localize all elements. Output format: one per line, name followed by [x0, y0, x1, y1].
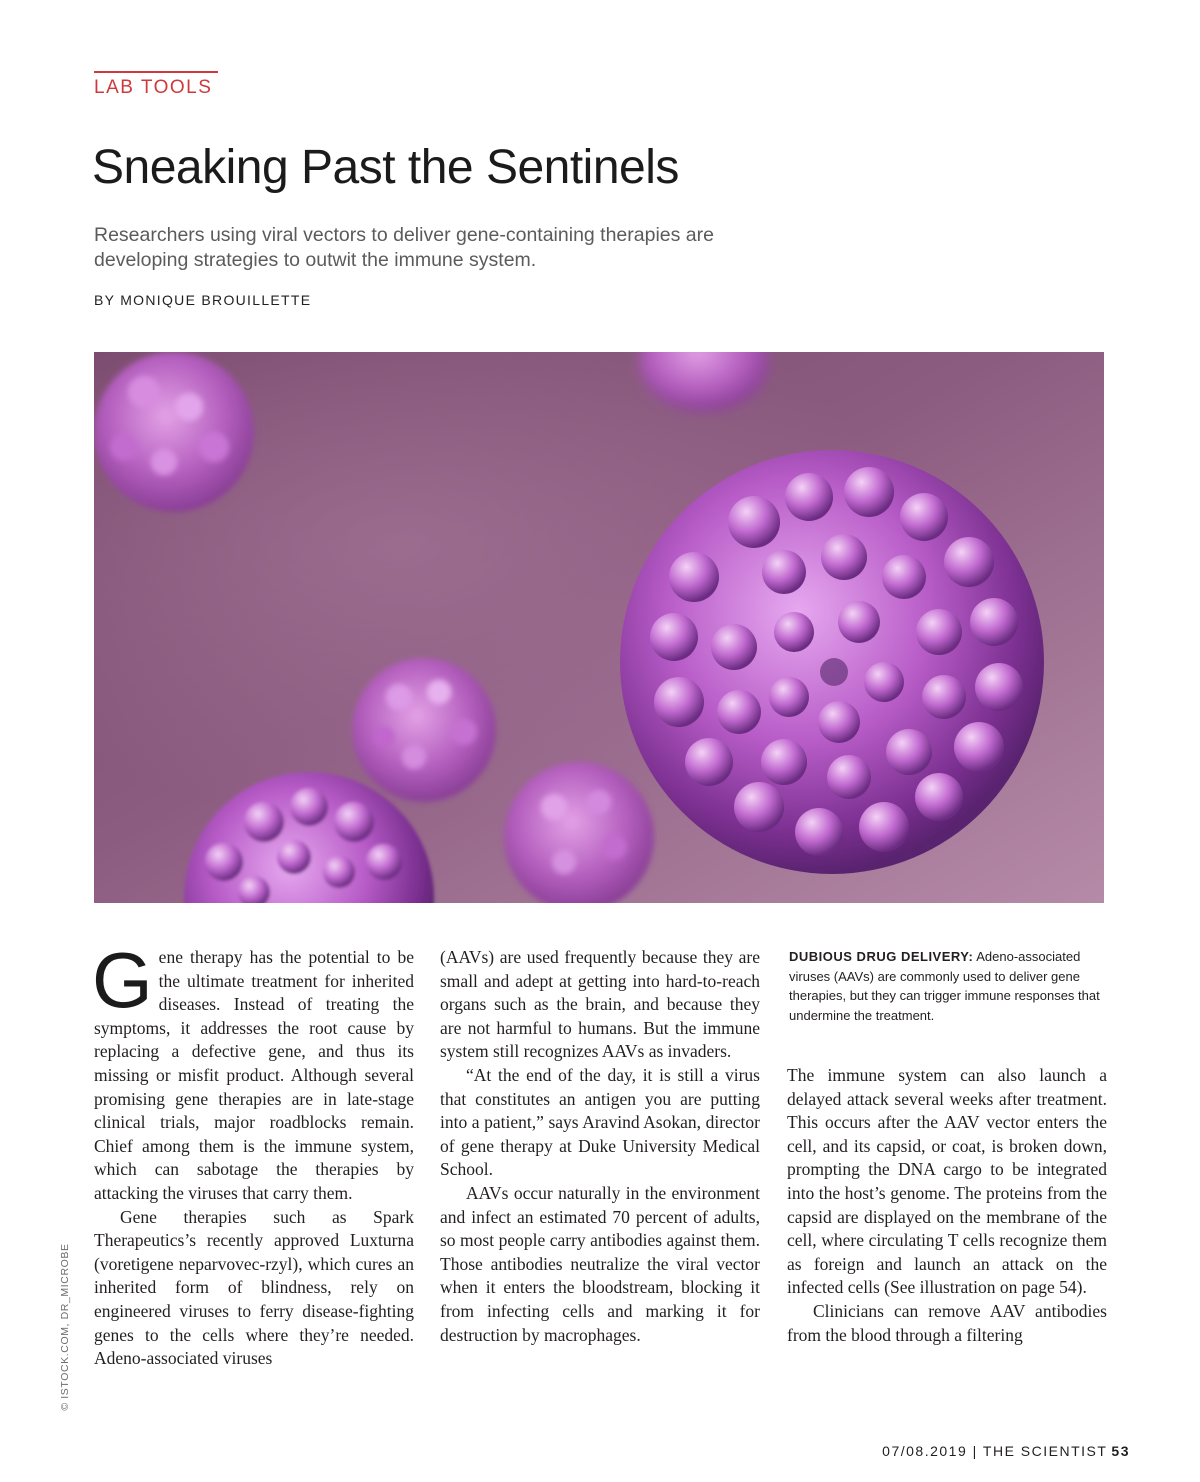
byline: BY MONIQUE BROUILLETTE: [94, 292, 312, 308]
drop-cap: G: [92, 936, 153, 1024]
section-label: LAB TOOLS: [94, 77, 213, 98]
publication-name: THE SCIENTIST: [982, 1443, 1108, 1459]
section-rule: [94, 71, 218, 73]
caption-lead: DUBIOUS DRUG DELIVERY:: [789, 949, 974, 964]
body-column-3: [787, 1064, 1107, 1347]
body-column-1: [92, 936, 414, 1371]
body-paragraph: AAVs occur naturally in the environment and infect an estimated 70 percent of adults, so most people carry antibodies against them. Those antibodies neutralize the viral vector when it enters the bloodstream, blocking it from infecting cells and marking it for destruction by macrophages.: [440, 1182, 760, 1345]
body-paragraph: Clinicians can remove AAV antibodies from the blood through a filtering: [787, 1300, 1107, 1345]
article-headline: Sneaking Past the Sentinels: [92, 141, 679, 194]
photo-credit: © ISTOCK.COM, DR_MICROBE: [59, 1243, 71, 1411]
page-footer: [882, 1443, 1130, 1459]
footer-separator: |: [967, 1443, 983, 1459]
body-paragraph: Gene therapy has the potential to be the ultimate treatment for inherited diseases. Instead of treating the symptoms, it addresses the root cause by replacing a defective gene, and thus its missing or misfit product. Although several promising gene therapies are in late-stage clinical trials, major roadblocks remain. Chief among them is the immune system, which can sabotage the therapies by attacking the viruses that carry them.: [92, 936, 414, 1203]
image-caption: [789, 947, 1109, 1025]
article-deck: Researchers using viral vectors to deliver gene-containing therapies are developing strategies to outwit the immune system.: [94, 224, 714, 271]
body-paragraph: “At the end of the day, it is still a virus that constitutes an antigen you are putting into a patient,” says Aravind Asokan, director of gene therapy at Duke University Medical School.: [440, 1064, 760, 1180]
hero-virus-image: [94, 352, 1104, 903]
body-paragraph: Gene therapies such as Spark Therapeutics’s recently approved Luxturna (voretigene neparvovec-rzyl), which cures an inherited form of blindness, rely on engineered viruses to ferry disease-fighting genes to the cells where they’re needed. Adeno-associated viruses: [94, 1206, 414, 1369]
caption-text: Adeno-associated viruses (AAVs) are commonly used to deliver gene therapies, but they can trigger immune responses that undermine the treatment.: [789, 949, 1100, 1023]
body-column-2: [440, 946, 760, 1347]
body-paragraph: (AAVs) are used frequently because they are small and adept at getting into hard-to-reach organs such as the brain, and because they are not harmful to humans. But the immune system still recognizes AAVs as invaders.: [440, 947, 760, 1062]
body-paragraph: The immune system can also launch a delayed attack several weeks after treatment. This occurs after the AAV vector enters the cell, and its capsid, or coat, is broken down, prompting the DNA cargo to be integrated into the host’s genome. The proteins from the capsid are displayed on the membrane of the cell, where circulating T cells recognize them as foreign and launch an attack on the infected cells (See illustration on page 54).: [787, 1065, 1107, 1298]
page-number: 53: [1111, 1443, 1130, 1459]
issue-date: 07/08.2019: [882, 1443, 968, 1459]
